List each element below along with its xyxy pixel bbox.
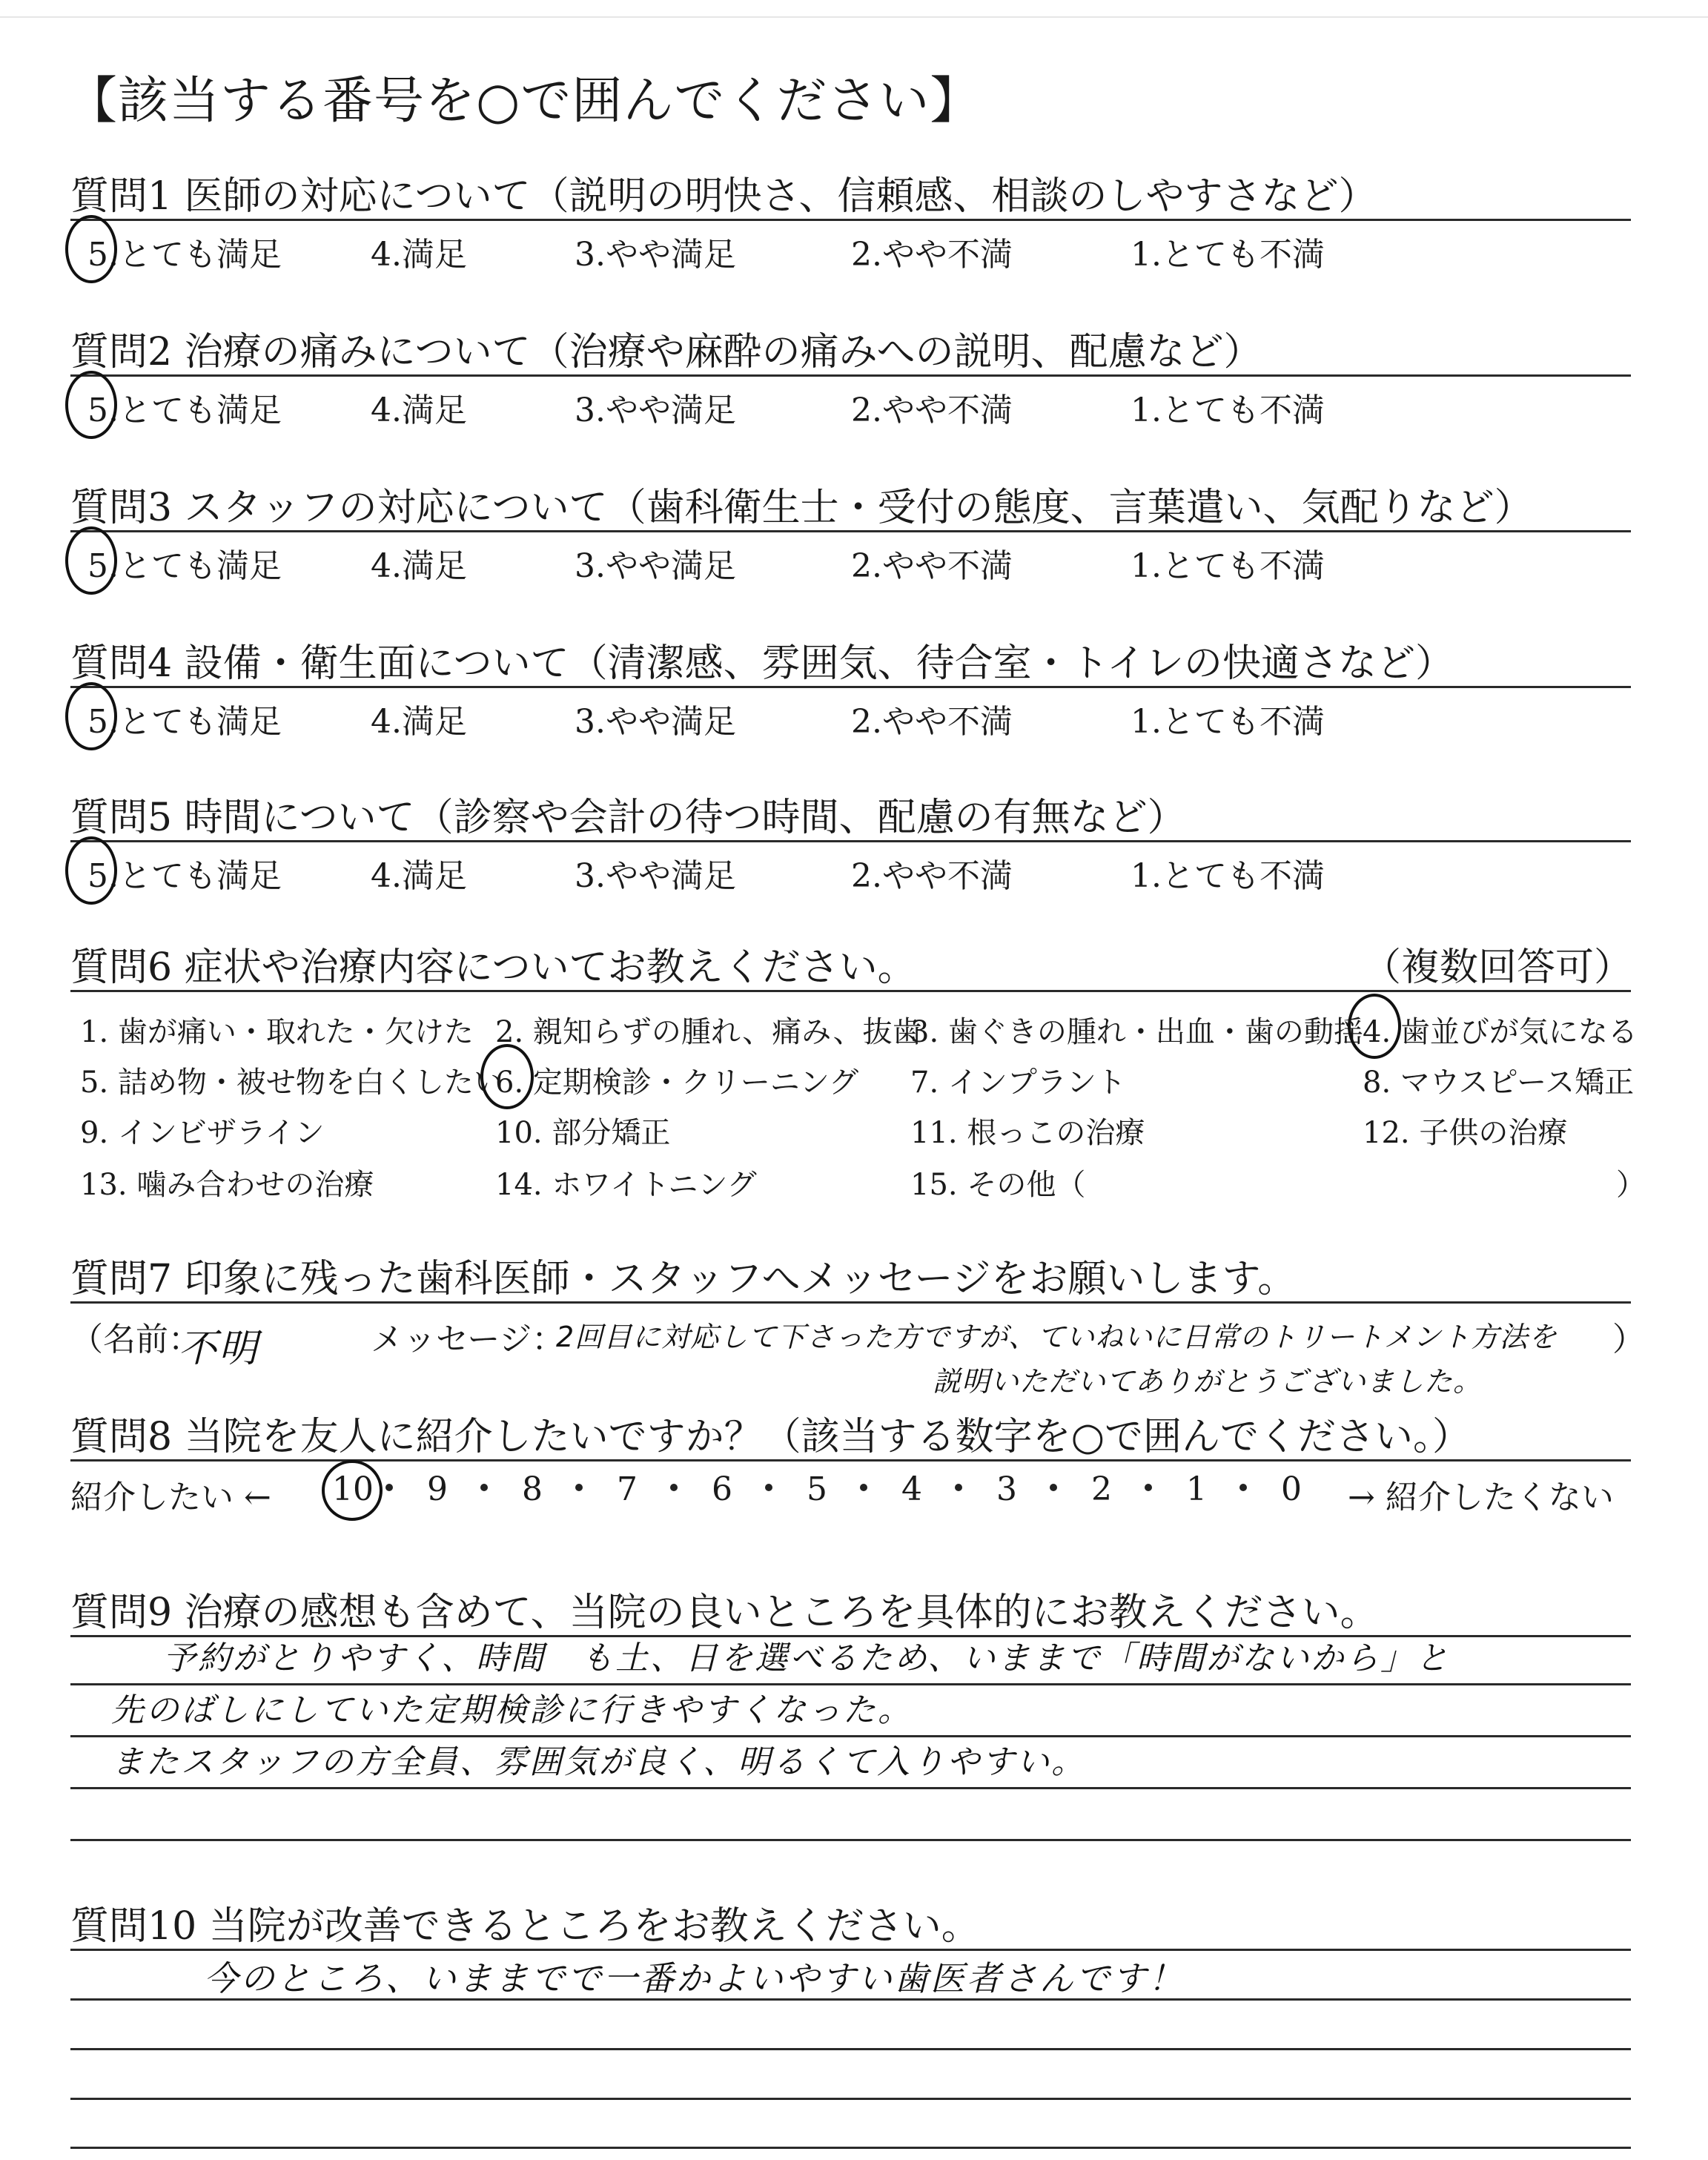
q8-scale-separator (575, 1484, 583, 1491)
q5-option-5[interactable]: 5.とても満足 (87, 857, 282, 895)
q5-option-2[interactable]: 2.やや不満 (851, 857, 1013, 895)
q8-scale-8[interactable]: 8 (522, 1470, 543, 1508)
q2-title: 質問2 治療の痛みについて（治療や麻酔の痛みへの説明、配慮など） (70, 330, 1262, 374)
q2-option-3[interactable]: 3.やや満足 (575, 392, 736, 429)
q5-title: 質問5 時間について（診察や会計の待つ時間、配慮の有無など） (70, 796, 1186, 840)
q8-rule (70, 1459, 1631, 1462)
q8-title: 質問8 当院を友人に紹介したいですか？（該当する数字を○で囲んでください。） (70, 1415, 1471, 1459)
q10-title: 質問10 当院が改善できるところをお教えください。 (70, 1904, 980, 1949)
q3-title: 質問3 スタッフの対応について（歯科衛生士・受付の態度、言葉遣い、気配りなど） (70, 486, 1533, 530)
q6-option-5[interactable]: 5. 詰め物・被せ物を白くしたい (80, 1066, 503, 1100)
q8-scale-6[interactable]: 6 (712, 1470, 732, 1508)
q8-scale-9[interactable]: 9 (427, 1470, 448, 1508)
q5-option-3[interactable]: 3.やや満足 (575, 857, 736, 895)
q8-scale-separator (860, 1484, 867, 1491)
q7-message-line1: 2回目に対応して下さった方ですが、ていねいに日常のトリートメント方法を (556, 1321, 1558, 1353)
q2-option-5[interactable]: 5.とても満足 (87, 392, 282, 429)
q1-option-3[interactable]: 3.やや満足 (575, 236, 736, 274)
q8-scale-3[interactable]: 3 (996, 1470, 1017, 1508)
q2-option-2[interactable]: 2.やや不満 (851, 392, 1013, 429)
q7-message-close: ） (1612, 1321, 1645, 1358)
q6-option-13[interactable]: 13. 噛み合わせの治療 (80, 1168, 374, 1202)
q8-scale-2[interactable]: 2 (1091, 1470, 1112, 1508)
q10-answer: 今のところ、いままでで一番かよいやすい歯医者さんです！ (204, 1958, 1185, 1998)
q8-scale-separator (765, 1484, 772, 1491)
q4-rule (70, 686, 1631, 688)
q10-rule-1 (70, 1949, 1631, 1951)
q6-option-8[interactable]: 8. マウスピース矯正 (1363, 1066, 1635, 1100)
q8-scale-separator (670, 1484, 678, 1491)
q5-rule (70, 840, 1631, 842)
q3-option-1[interactable]: 1.とても不満 (1131, 547, 1325, 585)
q1-option-5[interactable]: 5.とても満足 (87, 236, 282, 274)
q8-scale-5[interactable]: 5 (807, 1470, 827, 1508)
q6-selection-circle-4 (1348, 994, 1401, 1059)
q7-name-label: （名前： (70, 1321, 201, 1358)
q8-scale-1[interactable]: 1 (1186, 1470, 1207, 1508)
q9-answer-line3: またスタッフの方全員、雰囲気が良く、明るくて入りやすい。 (111, 1743, 1087, 1781)
q8-left-label: 紹介したい ← (70, 1479, 271, 1516)
q2-selection-circle (65, 371, 117, 439)
page-title: 【該当する番号を○で囲んでください】 (67, 72, 982, 131)
q4-option-3[interactable]: 3.やや満足 (575, 703, 736, 741)
q9-title: 質問9 治療の感想も含めて、当院の良いところを具体的にお教えください。 (70, 1591, 1379, 1635)
q6-note: （複数回答可） (1363, 945, 1633, 990)
q9-rule-4 (70, 1787, 1631, 1789)
q5-option-1[interactable]: 1.とても不満 (1131, 857, 1325, 895)
q6-other-close-paren: ） (1616, 1168, 1646, 1202)
q3-option-3[interactable]: 3.やや満足 (575, 547, 736, 585)
q6-option-1[interactable]: 1. 歯が痛い・取れた・欠けた (80, 1015, 474, 1049)
q8-scale-4[interactable]: 4 (901, 1470, 922, 1508)
q4-selection-circle (65, 682, 117, 750)
q2-rule (70, 374, 1631, 377)
q7-rule (70, 1301, 1631, 1304)
q1-title: 質問1 医師の対応について（説明の明快さ、信頼感、相談のしやすさなど） (70, 174, 1377, 219)
page-top-edge (0, 16, 1708, 18)
q4-option-5[interactable]: 5.とても満足 (87, 703, 282, 741)
q6-rule (70, 990, 1631, 992)
q10-rule-5 (70, 2147, 1631, 2149)
q1-option-4[interactable]: 4.満足 (371, 236, 467, 274)
q6-option-6[interactable]: 6. 定期検診・クリーニング (495, 1066, 859, 1100)
q4-option-1[interactable]: 1.とても不満 (1131, 703, 1325, 741)
q6-option-7[interactable]: 7. インプラント (910, 1066, 1126, 1100)
q7-title: 質問7 印象に残った歯科医師・スタッフへメッセージをお願いします。 (70, 1257, 1297, 1301)
q8-scale-separator (955, 1484, 962, 1491)
q6-option-9[interactable]: 9. インビザライン (80, 1116, 325, 1150)
q1-option-1[interactable]: 1.とても不満 (1131, 236, 1325, 274)
q7-message-label: メッセージ： (371, 1321, 565, 1358)
q6-option-11[interactable]: 11. 根っこの治療 (910, 1116, 1145, 1150)
q3-option-2[interactable]: 2.やや不満 (851, 547, 1013, 585)
q1-selection-circle (65, 215, 117, 283)
q8-scale-7[interactable]: 7 (617, 1470, 638, 1508)
q6-option-10[interactable]: 10. 部分矯正 (495, 1116, 671, 1150)
q3-selection-circle (65, 526, 117, 595)
q1-rule (70, 219, 1631, 221)
q9-answer-line1: 予約がとりやすく、時間 も土、日を選べるため、いままで「時間がないから」と (163, 1639, 1451, 1677)
q6-option-14[interactable]: 14. ホワイトニング (495, 1168, 757, 1202)
q4-option-2[interactable]: 2.やや不満 (851, 703, 1013, 741)
q2-option-4[interactable]: 4.満足 (371, 392, 467, 429)
q6-option-2[interactable]: 2. 親知らずの腫れ、痛み、抜歯 (495, 1015, 922, 1049)
q6-option-4[interactable]: 4. 歯並びが気になる (1363, 1015, 1638, 1049)
q6-option-12[interactable]: 12. 子供の治療 (1363, 1116, 1568, 1150)
q8-scale-separator (1239, 1484, 1247, 1491)
q8-scale-separator (1050, 1484, 1057, 1491)
q9-rule-5 (70, 1839, 1631, 1841)
q1-option-2[interactable]: 2.やや不満 (851, 236, 1013, 274)
q10-rule-3 (70, 2048, 1631, 2050)
q7-message-line2: 説明いただいてありがとうございました。 (933, 1365, 1483, 1398)
q6-option-3[interactable]: 3. 歯ぐきの腫れ・出血・歯の動揺 (910, 1015, 1363, 1049)
q4-title: 質問4 設備・衛生面について（清潔感、雰囲気、待合室・トイレの快適さなど） (70, 641, 1454, 686)
q8-scale-0[interactable]: 0 (1281, 1470, 1302, 1508)
q3-rule (70, 530, 1631, 532)
q6-option-15[interactable]: 15. その他（ (910, 1168, 1086, 1202)
q8-scale-separator (1145, 1484, 1152, 1491)
q9-answer-line2: 先のばしにしていた定期検診に行きやすくなった。 (111, 1691, 913, 1729)
q8-scale-separator (385, 1484, 393, 1491)
q6-selection-circle-6 (480, 1044, 534, 1109)
q8-scale-10[interactable]: 10 (332, 1470, 374, 1508)
q3-option-5[interactable]: 5.とても満足 (87, 547, 282, 585)
q10-rule-4 (70, 2098, 1631, 2100)
q8-selection-circle (322, 1460, 383, 1521)
q6-title: 質問6 症状や治療内容についてお教えください。 (70, 945, 916, 990)
q8-scale-separator (480, 1484, 488, 1491)
q3-option-4[interactable]: 4.満足 (371, 547, 467, 585)
q4-option-4[interactable]: 4.満足 (371, 703, 467, 741)
q2-option-1[interactable]: 1.とても不満 (1131, 392, 1325, 429)
q5-option-4[interactable]: 4.満足 (371, 857, 467, 895)
q8-right-label: → 紹介したくない (1348, 1479, 1614, 1516)
q5-selection-circle (65, 836, 117, 905)
q7-name-value: 不明 (178, 1327, 260, 1371)
